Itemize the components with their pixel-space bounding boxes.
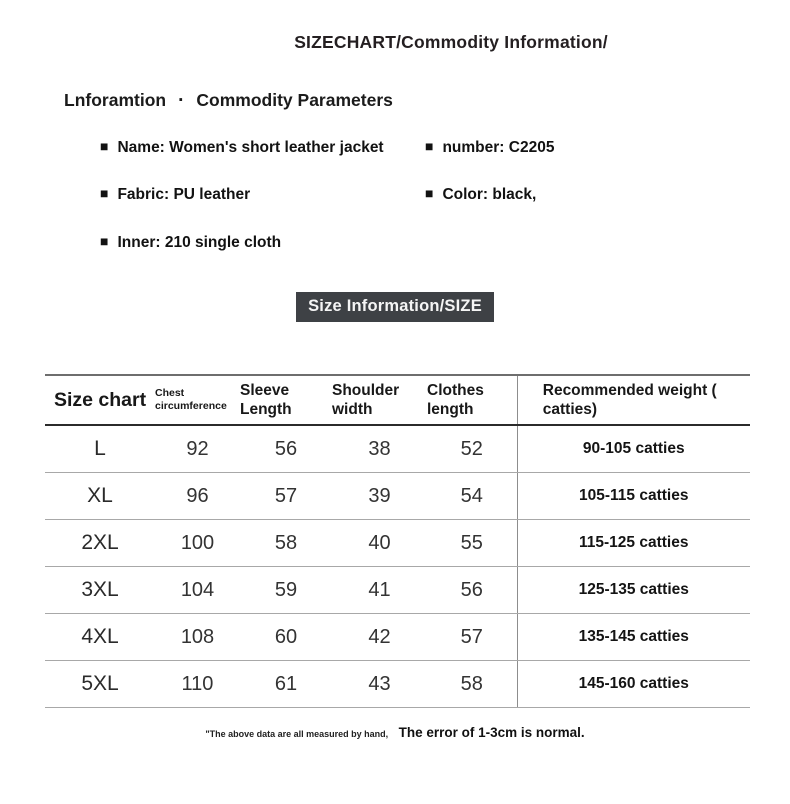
weight-cell: 115-125 catties xyxy=(517,520,750,567)
size-cell: XL xyxy=(45,473,155,520)
shoulder-cell: 39 xyxy=(332,473,427,520)
shoulder-cell: 42 xyxy=(332,614,427,661)
chest-cell: 104 xyxy=(155,567,240,614)
param-inner-label: Inner: 210 single cloth xyxy=(117,233,282,251)
clothes-cell: 58 xyxy=(427,661,517,708)
size-cell: 4XL xyxy=(45,614,155,661)
chest-cell: 92 xyxy=(155,425,240,473)
sleeve-cell: 59 xyxy=(240,567,332,614)
col-header-shoulder xyxy=(332,375,427,425)
weight-cell: 125-135 catties xyxy=(517,567,750,614)
chest-cell: 110 xyxy=(155,661,240,708)
size-cell: 2XL xyxy=(45,520,155,567)
size-banner: Size Information/SIZE xyxy=(296,292,494,322)
table-row xyxy=(45,567,750,614)
col-header-clothes xyxy=(427,375,517,425)
sleeve-cell: 57 xyxy=(240,473,332,520)
size-banner-wrap xyxy=(0,292,790,322)
bullet-square-icon: ■ xyxy=(100,185,109,202)
col-header-weight-label: Recommended weight ( catties) xyxy=(542,381,717,419)
col-header-shoulder-label: Shoulder width xyxy=(332,381,400,419)
col-header-chest xyxy=(155,375,240,425)
param-number-label: number: C2205 xyxy=(442,139,555,156)
sleeve-cell: 61 xyxy=(240,661,332,708)
size-chart-table xyxy=(45,374,750,708)
footnote-small-text: "The above data are all measured by hand, xyxy=(205,729,389,740)
param-color xyxy=(425,185,790,205)
footnote-emphasis-text: The error of 1-3cm is normal. xyxy=(398,725,585,741)
size-cell: 5XL xyxy=(45,661,155,708)
footnote xyxy=(0,724,790,742)
param-fabric xyxy=(100,185,388,205)
bullet-square-icon: ■ xyxy=(425,138,434,154)
bullet-square-icon: ■ xyxy=(425,185,434,202)
weight-cell: 105-115 catties xyxy=(517,473,750,520)
shoulder-cell: 38 xyxy=(332,425,427,473)
table-row xyxy=(45,614,750,661)
table-row xyxy=(45,425,750,473)
col-header-chest-label: Chest circumference xyxy=(155,386,227,413)
sleeve-cell: 58 xyxy=(240,520,332,567)
param-name-label: Name: Women's short leather jacket xyxy=(117,139,384,156)
shoulder-cell: 40 xyxy=(332,520,427,567)
bullet-square-icon: ■ xyxy=(100,232,109,249)
shoulder-cell: 41 xyxy=(332,567,427,614)
col-header-sleeve xyxy=(240,375,332,425)
size-cell: L xyxy=(45,425,155,473)
col-header-clothes-label: Clothes length xyxy=(427,381,484,419)
chest-cell: 100 xyxy=(155,520,240,567)
sleeve-cell: 60 xyxy=(240,614,332,661)
col-header-weight xyxy=(517,375,750,425)
clothes-cell: 54 xyxy=(427,473,517,520)
clothes-cell: 57 xyxy=(427,614,517,661)
weight-cell: 135-145 catties xyxy=(517,614,750,661)
size-cell: 3XL xyxy=(45,567,155,614)
col-header-sleeve-label: Sleeve Length xyxy=(240,381,292,419)
chest-cell: 108 xyxy=(155,614,240,661)
table-row xyxy=(45,520,750,567)
clothes-cell: 56 xyxy=(427,567,517,614)
clothes-cell: 52 xyxy=(427,425,517,473)
table-header-row xyxy=(45,375,750,425)
shoulder-cell: 43 xyxy=(332,661,427,708)
table-row xyxy=(45,661,750,708)
param-color-label: Color: black, xyxy=(442,186,537,204)
param-fabric-label: Fabric: PU leather xyxy=(117,186,251,204)
commodity-parameters xyxy=(100,138,790,253)
page-title: SIZECHART/Commodity Information/ xyxy=(294,32,608,52)
param-number xyxy=(425,138,790,158)
section-header-left: Lnforamtion xyxy=(64,90,167,110)
section-header xyxy=(64,90,790,111)
chest-cell: 96 xyxy=(155,473,240,520)
table-row xyxy=(45,473,750,520)
dot-separator-icon: · xyxy=(178,90,185,111)
section-header-right: Commodity Parameters xyxy=(196,90,393,110)
weight-cell: 145-160 catties xyxy=(517,661,750,708)
param-inner xyxy=(100,233,388,253)
col-header-size-chart: Size chart xyxy=(45,375,155,425)
param-name xyxy=(100,138,388,158)
clothes-cell: 55 xyxy=(427,520,517,567)
sleeve-cell: 56 xyxy=(240,425,332,473)
weight-cell: 90-105 catties xyxy=(517,425,750,473)
bullet-square-icon: ■ xyxy=(100,138,109,154)
